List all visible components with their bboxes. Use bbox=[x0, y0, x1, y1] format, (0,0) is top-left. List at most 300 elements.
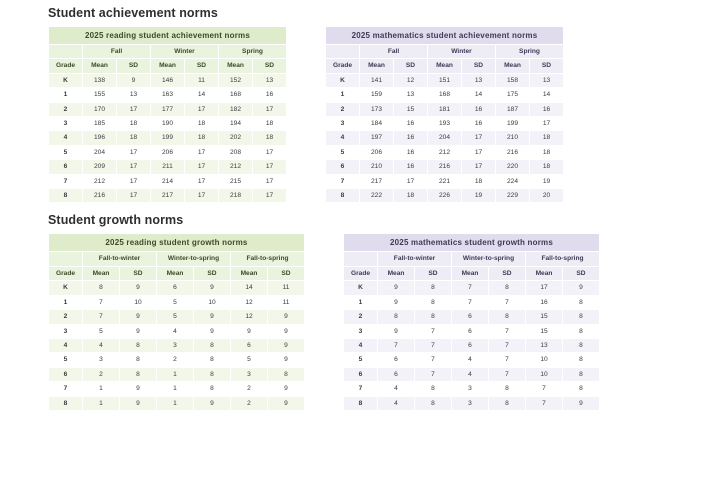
cell-value: 17 bbox=[394, 174, 428, 188]
cell-value: 8 bbox=[563, 310, 600, 324]
section-heading-achievement: Student achievement norms bbox=[48, 6, 218, 20]
column-header-fall-sd: SD bbox=[117, 59, 151, 73]
column-header-ftw-sd: SD bbox=[120, 266, 157, 280]
cell-value: 9 bbox=[194, 324, 231, 338]
cell-value: 5 bbox=[157, 310, 194, 324]
cell-value: 4 bbox=[452, 367, 489, 381]
table-row bbox=[344, 353, 600, 367]
cell-value: 7 bbox=[452, 281, 489, 295]
column-header-ftw-sd: SD bbox=[415, 266, 452, 280]
cell-value: 5 bbox=[231, 353, 268, 367]
cell-value: 17 bbox=[117, 160, 151, 174]
cell-value: 8 bbox=[194, 367, 231, 381]
cell-value: 163 bbox=[151, 88, 185, 102]
column-header-wts-mean: Mean bbox=[157, 266, 194, 280]
cell-value: 190 bbox=[151, 117, 185, 131]
cell-grade: K bbox=[344, 281, 378, 295]
cell-value: 14 bbox=[530, 88, 564, 102]
table-reading-growth bbox=[48, 233, 305, 410]
cell-value: 224 bbox=[496, 174, 530, 188]
cell-value: 17 bbox=[185, 189, 219, 203]
cell-value: 16 bbox=[462, 102, 496, 116]
cell-value: 7 bbox=[526, 382, 563, 396]
table-row bbox=[49, 281, 305, 295]
cell-grade: 1 bbox=[49, 88, 83, 102]
table-row bbox=[49, 382, 305, 396]
cell-grade: 2 bbox=[344, 310, 378, 324]
cell-value: 4 bbox=[452, 353, 489, 367]
cell-value: 9 bbox=[268, 310, 305, 324]
table-title-row bbox=[326, 27, 564, 45]
cell-value: 8 bbox=[268, 367, 305, 381]
cell-grade: 4 bbox=[326, 131, 360, 145]
cell-grade: 8 bbox=[344, 396, 378, 410]
cell-grade: 4 bbox=[344, 338, 378, 352]
column-header-grade: Grade bbox=[49, 59, 83, 73]
cell-value: 8 bbox=[194, 353, 231, 367]
cell-value: 17 bbox=[462, 160, 496, 174]
table-row bbox=[49, 88, 287, 102]
cell-value: 170 bbox=[83, 102, 117, 116]
cell-value: 8 bbox=[489, 382, 526, 396]
column-header-fall-mean: Mean bbox=[83, 59, 117, 73]
cell-value: 8 bbox=[415, 295, 452, 309]
cell-value: 17 bbox=[253, 174, 287, 188]
table-group-header-row bbox=[344, 252, 600, 266]
column-header-winter-sd: SD bbox=[185, 59, 219, 73]
cell-value: 7 bbox=[83, 295, 120, 309]
cell-value: 10 bbox=[194, 295, 231, 309]
cell-value: 7 bbox=[489, 324, 526, 338]
cell-value: 12 bbox=[231, 310, 268, 324]
cell-value: 4 bbox=[378, 382, 415, 396]
cell-value: 13 bbox=[117, 88, 151, 102]
cell-value: 9 bbox=[268, 338, 305, 352]
table-row bbox=[344, 295, 600, 309]
cell-value: 204 bbox=[83, 145, 117, 159]
cell-value: 187 bbox=[496, 102, 530, 116]
cell-value: 8 bbox=[489, 396, 526, 410]
cell-grade: 8 bbox=[326, 189, 360, 203]
cell-value: 9 bbox=[378, 281, 415, 295]
cell-value: 15 bbox=[394, 102, 428, 116]
cell-grade: 4 bbox=[49, 338, 83, 352]
cell-value: 17 bbox=[526, 281, 563, 295]
cell-value: 9 bbox=[268, 324, 305, 338]
cell-grade: 8 bbox=[49, 189, 83, 203]
cell-value: 18 bbox=[462, 174, 496, 188]
column-header-wts-sd: SD bbox=[489, 266, 526, 280]
cell-grade: 6 bbox=[49, 367, 83, 381]
cell-value: 216 bbox=[428, 160, 462, 174]
cell-value: 168 bbox=[219, 88, 253, 102]
column-header-fall-mean: Mean bbox=[360, 59, 394, 73]
achievement-tables-row bbox=[0, 26, 720, 203]
cell-grade: 1 bbox=[326, 88, 360, 102]
table-row bbox=[326, 174, 564, 188]
cell-value: 9 bbox=[563, 281, 600, 295]
table-row bbox=[344, 310, 600, 324]
table-row bbox=[326, 131, 564, 145]
cell-value: 10 bbox=[526, 367, 563, 381]
cell-value: 8 bbox=[415, 310, 452, 324]
table-row bbox=[344, 338, 600, 352]
table-row bbox=[49, 117, 287, 131]
cell-value: 17 bbox=[185, 102, 219, 116]
cell-value: 9 bbox=[231, 324, 268, 338]
cell-value: 9 bbox=[194, 281, 231, 295]
cell-value: 168 bbox=[428, 88, 462, 102]
cell-value: 211 bbox=[151, 160, 185, 174]
table-row bbox=[326, 117, 564, 131]
cell-value: 181 bbox=[428, 102, 462, 116]
table-row bbox=[49, 189, 287, 203]
cell-value: 8 bbox=[194, 382, 231, 396]
cell-value: 177 bbox=[151, 102, 185, 116]
cell-value: 3 bbox=[231, 367, 268, 381]
cell-value: 13 bbox=[526, 338, 563, 352]
table-row bbox=[49, 145, 287, 159]
group-header-fall-to-winter: Fall-to-winter bbox=[83, 252, 157, 266]
cell-grade: 6 bbox=[49, 160, 83, 174]
cell-value: 17 bbox=[253, 160, 287, 174]
growth-tables-row bbox=[0, 233, 720, 410]
cell-grade: 1 bbox=[49, 295, 83, 309]
table-title: 2025 mathematics student growth norms bbox=[344, 234, 600, 252]
table-row bbox=[326, 160, 564, 174]
cell-value: 8 bbox=[563, 295, 600, 309]
cell-value: 8 bbox=[120, 367, 157, 381]
cell-value: 9 bbox=[194, 310, 231, 324]
table-row bbox=[344, 281, 600, 295]
cell-value: 17 bbox=[530, 117, 564, 131]
cell-value: 8 bbox=[120, 353, 157, 367]
cell-value: 1 bbox=[157, 367, 194, 381]
cell-value: 2 bbox=[231, 382, 268, 396]
column-header-winter-mean: Mean bbox=[151, 59, 185, 73]
cell-value: 18 bbox=[117, 131, 151, 145]
cell-value: 11 bbox=[268, 295, 305, 309]
cell-value: 8 bbox=[563, 353, 600, 367]
cell-value: 17 bbox=[185, 160, 219, 174]
section-student-growth-norms bbox=[0, 213, 720, 410]
group-header-fall-to-winter: Fall-to-winter bbox=[378, 252, 452, 266]
column-header-spring-sd: SD bbox=[253, 59, 287, 73]
table-title: 2025 reading student growth norms bbox=[49, 234, 305, 252]
cell-value: 15 bbox=[526, 310, 563, 324]
group-header-fall-to-spring: Fall-to-spring bbox=[231, 252, 305, 266]
cell-value: 16 bbox=[394, 117, 428, 131]
cell-value: 206 bbox=[360, 145, 394, 159]
column-header-fts-mean: Mean bbox=[231, 266, 268, 280]
cell-value: 17 bbox=[462, 145, 496, 159]
column-header-wts-sd: SD bbox=[194, 266, 231, 280]
table-row bbox=[49, 295, 305, 309]
cell-value: 216 bbox=[83, 189, 117, 203]
cell-value: 182 bbox=[219, 102, 253, 116]
cell-value: 9 bbox=[120, 324, 157, 338]
cell-grade: 5 bbox=[49, 353, 83, 367]
cell-value: 209 bbox=[83, 160, 117, 174]
cell-value: 14 bbox=[231, 281, 268, 295]
cell-value: 6 bbox=[452, 310, 489, 324]
cell-value: 152 bbox=[219, 73, 253, 87]
cell-value: 212 bbox=[428, 145, 462, 159]
cell-value: 8 bbox=[83, 281, 120, 295]
table-row bbox=[49, 160, 287, 174]
cell-grade: K bbox=[49, 73, 83, 87]
cell-value: 202 bbox=[219, 131, 253, 145]
cell-value: 12 bbox=[394, 73, 428, 87]
group-header-blank bbox=[326, 45, 360, 59]
cell-value: 5 bbox=[83, 324, 120, 338]
cell-value: 1 bbox=[157, 382, 194, 396]
cell-value: 9 bbox=[194, 396, 231, 410]
cell-value: 18 bbox=[253, 131, 287, 145]
cell-value: 18 bbox=[530, 145, 564, 159]
cell-value: 8 bbox=[563, 338, 600, 352]
cell-value: 17 bbox=[117, 102, 151, 116]
cell-value: 7 bbox=[415, 367, 452, 381]
cell-grade: 3 bbox=[49, 117, 83, 131]
cell-value: 215 bbox=[219, 174, 253, 188]
cell-value: 217 bbox=[151, 189, 185, 203]
column-header-fts-sd: SD bbox=[563, 266, 600, 280]
column-header-grade: Grade bbox=[344, 266, 378, 280]
table-group-header-row bbox=[49, 252, 305, 266]
cell-value: 13 bbox=[394, 88, 428, 102]
cell-value: 3 bbox=[452, 396, 489, 410]
cell-value: 226 bbox=[428, 189, 462, 203]
cell-value: 4 bbox=[83, 338, 120, 352]
cell-value: 138 bbox=[83, 73, 117, 87]
cell-value: 17 bbox=[253, 102, 287, 116]
group-header-blank bbox=[344, 252, 378, 266]
table-row bbox=[49, 353, 305, 367]
cell-value: 9 bbox=[563, 396, 600, 410]
table-row bbox=[49, 310, 305, 324]
cell-value: 216 bbox=[496, 145, 530, 159]
group-header-spring: Spring bbox=[496, 45, 564, 59]
cell-value: 13 bbox=[462, 73, 496, 87]
column-header-spring-sd: SD bbox=[530, 59, 564, 73]
cell-value: 8 bbox=[563, 367, 600, 381]
cell-value: 9 bbox=[378, 324, 415, 338]
table-sub-header-row bbox=[344, 266, 600, 280]
cell-grade: 2 bbox=[326, 102, 360, 116]
cell-value: 17 bbox=[253, 145, 287, 159]
cell-value: 151 bbox=[428, 73, 462, 87]
table-sub-header-row bbox=[49, 266, 305, 280]
cell-value: 7 bbox=[526, 396, 563, 410]
cell-value: 8 bbox=[489, 310, 526, 324]
cell-value: 199 bbox=[151, 131, 185, 145]
cell-value: 210 bbox=[360, 160, 394, 174]
table-row bbox=[326, 88, 564, 102]
cell-value: 8 bbox=[378, 310, 415, 324]
cell-value: 5 bbox=[157, 295, 194, 309]
cell-value: 7 bbox=[415, 324, 452, 338]
cell-value: 2 bbox=[231, 396, 268, 410]
cell-value: 1 bbox=[157, 396, 194, 410]
cell-value: 3 bbox=[157, 338, 194, 352]
column-header-winter-mean: Mean bbox=[428, 59, 462, 73]
cell-value: 9 bbox=[117, 73, 151, 87]
table-title-row bbox=[49, 234, 305, 252]
column-header-fall-sd: SD bbox=[394, 59, 428, 73]
cell-value: 221 bbox=[428, 174, 462, 188]
cell-value: 194 bbox=[219, 117, 253, 131]
cell-value: 16 bbox=[394, 160, 428, 174]
cell-value: 9 bbox=[120, 396, 157, 410]
cell-value: 212 bbox=[83, 174, 117, 188]
cell-value: 11 bbox=[185, 73, 219, 87]
cell-value: 17 bbox=[117, 174, 151, 188]
table-row bbox=[326, 189, 564, 203]
table-mathematics-achievement bbox=[325, 26, 564, 203]
cell-value: 6 bbox=[231, 338, 268, 352]
cell-grade: 3 bbox=[49, 324, 83, 338]
cell-value: 158 bbox=[496, 73, 530, 87]
column-header-winter-sd: SD bbox=[462, 59, 496, 73]
cell-value: 8 bbox=[194, 338, 231, 352]
cell-value: 8 bbox=[489, 281, 526, 295]
cell-grade: K bbox=[326, 73, 360, 87]
cell-value: 9 bbox=[268, 396, 305, 410]
group-header-winter-to-spring: Winter-to-spring bbox=[157, 252, 231, 266]
cell-value: 16 bbox=[526, 295, 563, 309]
column-header-wts-mean: Mean bbox=[452, 266, 489, 280]
table-row bbox=[326, 73, 564, 87]
table-body bbox=[326, 73, 564, 203]
cell-value: 17 bbox=[462, 131, 496, 145]
column-header-grade: Grade bbox=[49, 266, 83, 280]
cell-value: 17 bbox=[185, 174, 219, 188]
group-header-spring: Spring bbox=[219, 45, 287, 59]
table-body bbox=[344, 281, 600, 411]
column-header-fts-mean: Mean bbox=[526, 266, 563, 280]
cell-value: 6 bbox=[378, 353, 415, 367]
cell-value: 208 bbox=[219, 145, 253, 159]
cell-grade: 2 bbox=[49, 102, 83, 116]
cell-grade: 3 bbox=[344, 324, 378, 338]
cell-grade: 6 bbox=[344, 367, 378, 381]
cell-value: 17 bbox=[117, 145, 151, 159]
table-row bbox=[344, 382, 600, 396]
group-header-fall: Fall bbox=[360, 45, 428, 59]
cell-grade: 8 bbox=[49, 396, 83, 410]
group-header-winter: Winter bbox=[151, 45, 219, 59]
cell-value: 155 bbox=[83, 88, 117, 102]
cell-grade: 1 bbox=[344, 295, 378, 309]
cell-value: 10 bbox=[526, 353, 563, 367]
cell-value: 7 bbox=[415, 338, 452, 352]
cell-value: 8 bbox=[563, 382, 600, 396]
cell-value: 7 bbox=[452, 295, 489, 309]
cell-value: 16 bbox=[462, 117, 496, 131]
table-title: 2025 reading student achievement norms bbox=[49, 27, 287, 45]
cell-value: 4 bbox=[378, 396, 415, 410]
cell-value: 146 bbox=[151, 73, 185, 87]
cell-value: 193 bbox=[428, 117, 462, 131]
cell-value: 7 bbox=[83, 310, 120, 324]
cell-value: 11 bbox=[268, 281, 305, 295]
cell-value: 8 bbox=[415, 281, 452, 295]
table-group-header-row bbox=[326, 45, 564, 59]
group-header-fall: Fall bbox=[83, 45, 151, 59]
cell-value: 159 bbox=[360, 88, 394, 102]
cell-value: 16 bbox=[394, 145, 428, 159]
cell-grade: 5 bbox=[344, 353, 378, 367]
cell-value: 7 bbox=[378, 338, 415, 352]
cell-value: 20 bbox=[530, 189, 564, 203]
cell-value: 9 bbox=[268, 382, 305, 396]
cell-value: 6 bbox=[452, 324, 489, 338]
cell-value: 2 bbox=[83, 367, 120, 381]
cell-value: 16 bbox=[394, 131, 428, 145]
table-title-row bbox=[49, 27, 287, 45]
column-header-ftw-mean: Mean bbox=[378, 266, 415, 280]
cell-value: 9 bbox=[120, 281, 157, 295]
cell-value: 3 bbox=[452, 382, 489, 396]
table-row bbox=[49, 73, 287, 87]
cell-value: 185 bbox=[83, 117, 117, 131]
group-header-winter: Winter bbox=[428, 45, 496, 59]
cell-value: 17 bbox=[117, 189, 151, 203]
cell-value: 6 bbox=[452, 338, 489, 352]
table-body bbox=[49, 281, 305, 411]
cell-value: 3 bbox=[83, 353, 120, 367]
table-row bbox=[344, 367, 600, 381]
cell-value: 7 bbox=[489, 353, 526, 367]
cell-value: 18 bbox=[185, 131, 219, 145]
cell-value: 13 bbox=[530, 73, 564, 87]
column-header-ftw-mean: Mean bbox=[83, 266, 120, 280]
cell-grade: 3 bbox=[326, 117, 360, 131]
cell-value: 18 bbox=[530, 160, 564, 174]
cell-value: 7 bbox=[489, 367, 526, 381]
table-row bbox=[49, 324, 305, 338]
table-title-row bbox=[344, 234, 600, 252]
table-row bbox=[49, 396, 305, 410]
table-sub-header-row bbox=[49, 59, 287, 73]
cell-value: 197 bbox=[360, 131, 394, 145]
cell-value: 196 bbox=[83, 131, 117, 145]
cell-value: 210 bbox=[496, 131, 530, 145]
table-row bbox=[49, 338, 305, 352]
cell-value: 18 bbox=[530, 131, 564, 145]
cell-grade: K bbox=[49, 281, 83, 295]
table-group-header-row bbox=[49, 45, 287, 59]
cell-value: 9 bbox=[268, 353, 305, 367]
cell-grade: 5 bbox=[326, 145, 360, 159]
cell-value: 206 bbox=[151, 145, 185, 159]
cell-value: 214 bbox=[151, 174, 185, 188]
cell-grade: 7 bbox=[344, 382, 378, 396]
column-header-fts-sd: SD bbox=[268, 266, 305, 280]
cell-grade: 7 bbox=[49, 174, 83, 188]
cell-value: 9 bbox=[378, 295, 415, 309]
cell-value: 17 bbox=[185, 145, 219, 159]
cell-value: 18 bbox=[253, 117, 287, 131]
section-heading-growth: Student growth norms bbox=[48, 213, 184, 228]
cell-value: 18 bbox=[117, 117, 151, 131]
cell-value: 9 bbox=[120, 382, 157, 396]
cell-value: 18 bbox=[394, 189, 428, 203]
cell-value: 141 bbox=[360, 73, 394, 87]
cell-value: 6 bbox=[378, 367, 415, 381]
table-row bbox=[49, 367, 305, 381]
